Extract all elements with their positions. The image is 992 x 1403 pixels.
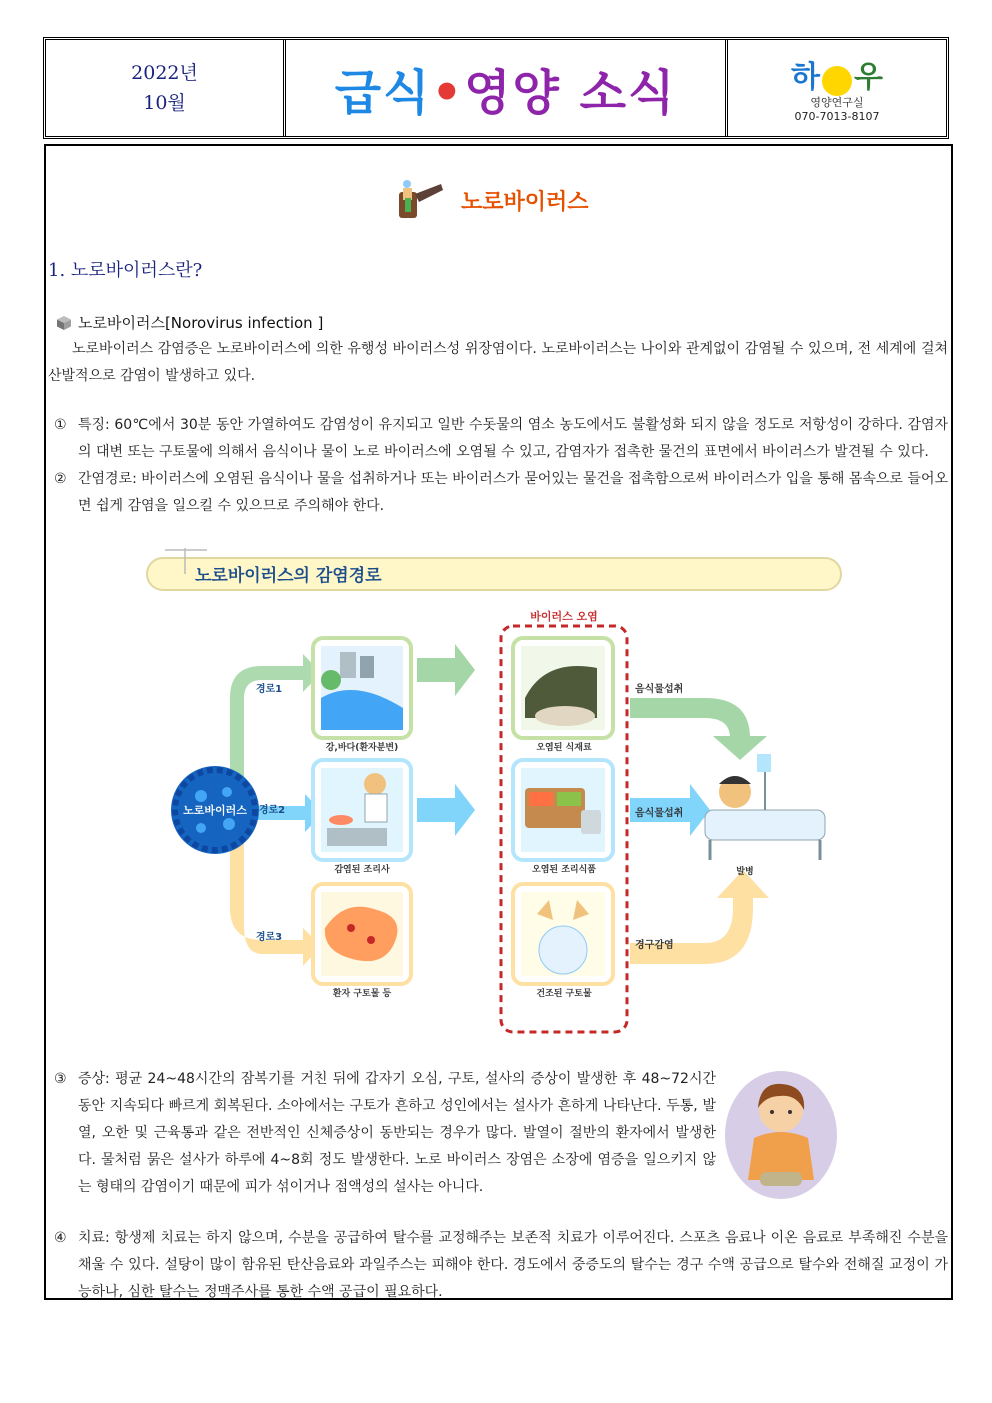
source-cook-panel — [313, 760, 411, 860]
item-number: ④ — [54, 1230, 67, 1246]
contamination-label: 바이러스 오염 — [530, 610, 598, 623]
newsletter-header — [43, 37, 949, 139]
infection-route-diagram — [145, 548, 845, 1038]
org-name: 영양연구실 — [810, 96, 864, 109]
newsletter-title — [286, 40, 728, 136]
outcome3-label: 경구감염 — [635, 940, 674, 951]
source-river-panel — [313, 638, 411, 738]
list-item — [54, 466, 948, 520]
dried-vomit-panel — [513, 884, 613, 984]
item-number: ③ — [54, 1071, 67, 1087]
intro-paragraph: 노로바이러스 감염증은 노로바이러스에 의한 유행성 바이러스성 위장염이다. 노로바이러스는 나이와 관계없이 감염될 수 있으며, 전 세계에 걸쳐 산발적으로 감염이 발생하고 있다. — [48, 341, 948, 384]
issue-date — [46, 40, 286, 136]
route3-label: 경로3 — [255, 932, 283, 943]
list-item — [54, 1225, 948, 1306]
item-text: 간염경로: 바이러스에 오염된 음식이나 물을 섭취하거나 또는 바이러스가 묻어있는 물건을 접촉함으로써 바이러스가 입을 통해 몸속으로 들어오면 쉽게 감염을 일으킬 수 있으므로 주의해야 한다. — [78, 471, 948, 514]
organization-block — [728, 40, 946, 136]
contaminated-dish-panel — [513, 760, 613, 860]
source-river-caption: 강,바다(환자분변) — [325, 743, 399, 753]
outcome1-label: 음식물섭취 — [635, 684, 684, 695]
item-text: 치료: 항생제 치료는 하지 않으며, 수분을 공급하여 탈수를 교정해주는 보존적 치료가 이루어진다. 스포츠 음료나 이온 음료로 부족해진 수분을 채울 수 있다. 설탕이 많이 함유된 탄산음료와 과일주스는 피해야 한다. 경도에서 중증도의 탈수는 경구 수액 공급으로 탈수와 전해질 교정이 가능하나, 심한 탈수는 정맥주사를 통한 수액 공급이 필요하다. — [78, 1230, 948, 1300]
item-list-bottom — [54, 1225, 948, 1306]
title-part1: 급식 — [334, 64, 432, 121]
contaminated-food-panel — [513, 638, 613, 738]
issue-month: 10월 — [143, 92, 186, 114]
source-vomit-caption: 환자 구토물 등 — [332, 989, 392, 999]
list-item — [54, 1066, 716, 1201]
virus-label: 노로바이러스 — [183, 804, 247, 817]
section-heading: 1. 노로바이러스란? — [48, 260, 203, 281]
logo-sun-icon — [822, 66, 852, 96]
org-phone: 070-7013-8107 — [794, 110, 880, 123]
page-title — [395, 178, 589, 222]
sub-heading — [56, 312, 323, 333]
diagram-title: 노로바이러스의 감염경로 — [195, 566, 382, 586]
source-cook-caption: 감염된 조리사 — [334, 865, 390, 875]
list-item — [54, 412, 948, 466]
item-text: 증상: 평균 24~48시간의 잠복기를 거친 뒤에 갑자기 오심, 구토, 설사의 증상이 발생한 후 48~72시간 동안 지속되다 빠르게 회복된다. 소아에서는 구토가 흔하고 성인에서는 설사가 흔하게 나타난다. 두통, 발열, 오한 및 근육통과 같은 전반적인 신체증상이 동반되는 경우가 많다. 발열이 절반의 환자에서 발생한다. 물처럼 묽은 설사가 하루에 4~8회 정도 발생한다. 노로 바이러스 장염은 소장에 염증을 일으키지 않는 형태의 감염이기 때문에 피가 섞이거나 점액성의 설사는 아니다. — [78, 1071, 716, 1195]
logo-letter-a: 하 — [791, 60, 820, 95]
sub-heading-text: 노로바이러스[Norovirus infection ] — [78, 314, 324, 332]
page-title-text: 노로바이러스 — [461, 189, 589, 215]
item-number: ① — [54, 417, 67, 433]
source-vomit-panel — [313, 884, 411, 984]
item-list-top — [54, 412, 948, 520]
item-text: 특징: 60℃에서 30분 동안 가열하여도 감염성이 유지되고 일반 수돗물의 염소 농도에서도 불활성화 되지 않을 정도로 저항성이 강하다. 감염자의 대변 또는 구토물에 의해서 음식이나 물이 노로 바이러스에 오염될 수 있고, 감염자가 접촉한 물건의 표면에서 바이러스가 발견될 수 있다. — [78, 417, 948, 460]
cube-bullet-icon — [56, 315, 72, 331]
sick-patient-icon — [705, 754, 825, 860]
contaminated-food-caption: 오염된 식재료 — [536, 743, 592, 753]
issue-year: 2022년 — [131, 62, 198, 84]
org-logo — [791, 52, 883, 96]
stomachache-illustration — [722, 1068, 840, 1206]
title-part2: 영양 소식 — [464, 64, 677, 121]
route2-label: 경로2 — [258, 805, 286, 816]
title-dot: • — [431, 64, 465, 121]
item-number: ② — [54, 471, 67, 487]
dried-vomit-caption: 건조된 구토물 — [536, 989, 592, 999]
outcome2-label: 음식물섭취 — [635, 808, 684, 819]
outcome-caption: 발병 — [736, 867, 754, 877]
route1-label: 경로1 — [255, 684, 283, 695]
pointing-hand-icon — [395, 178, 447, 222]
logo-letter-b: 우 — [854, 60, 883, 95]
contaminated-dish-caption: 오염된 조리식품 — [532, 865, 596, 875]
item-list-middle — [54, 1066, 716, 1201]
